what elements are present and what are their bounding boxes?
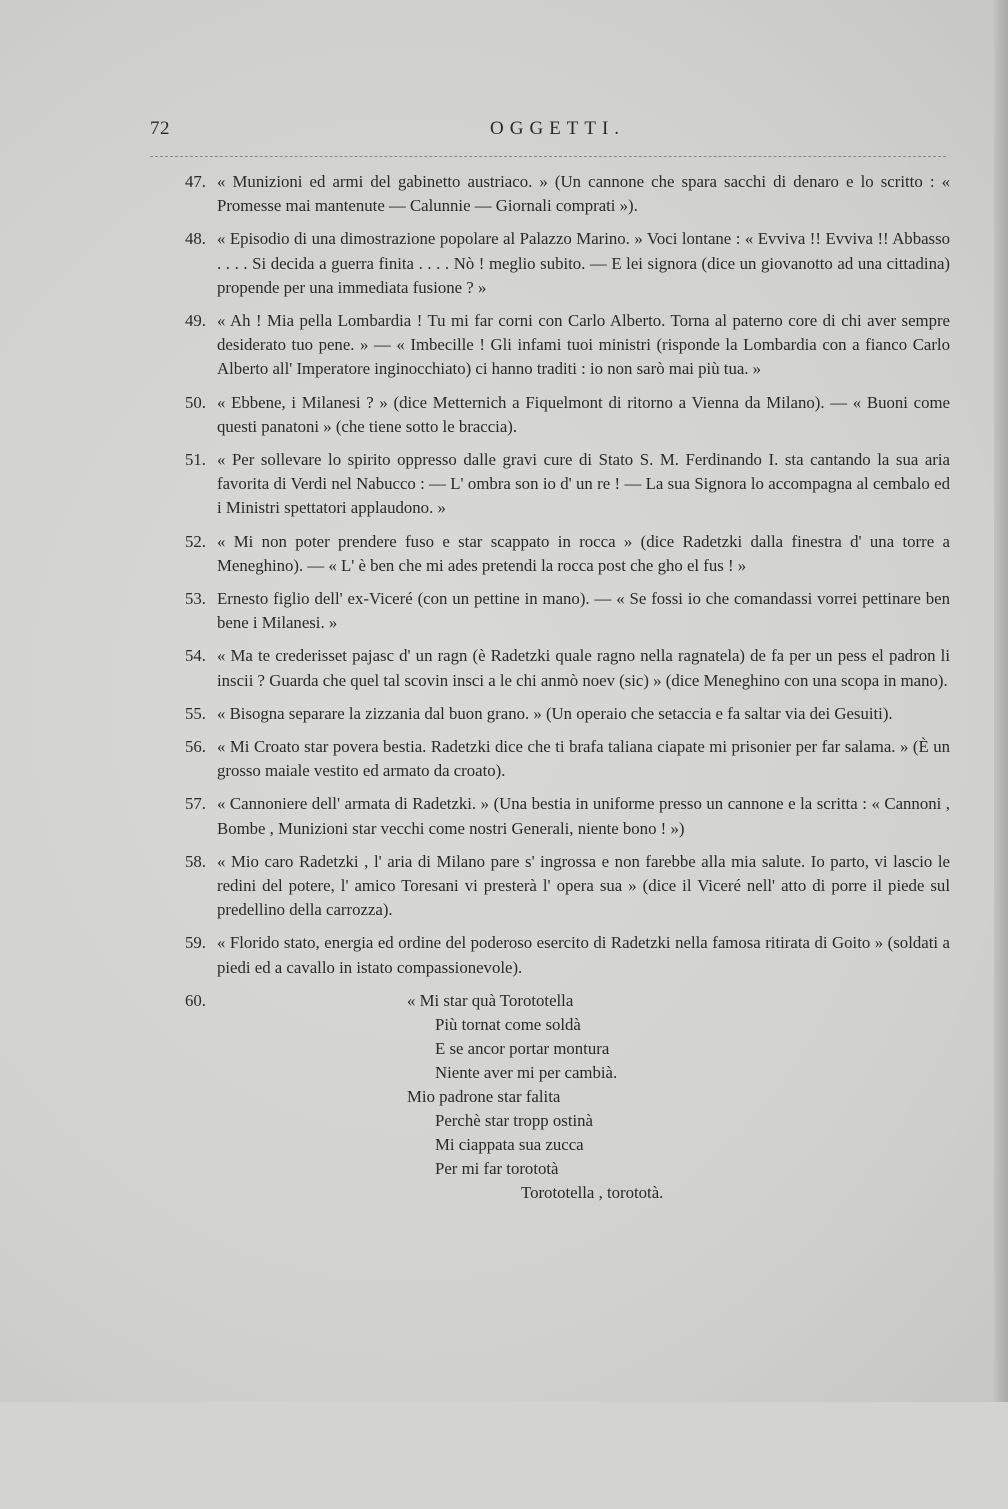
verse-line: Perchè star tropp ostinà xyxy=(435,1110,593,1130)
entry-text: « Mi Croato star povera bestia. Radetzki dice che ti brafa taliana ciapate mi prisonier per far salama. » (È un grosso maiale vestito ed armato da croato). xyxy=(217,737,950,781)
entry-text: « Per sollevare lo spirito oppresso dalle gravi cure di Stato S. M. Ferdinando I. sta cantando la sua aria favorita di Verdi nel Nabucco : — L' ombra son io d' un re ! — La sua Signora lo accompagna al cembalo ed i Ministri spettatori applaudono. » xyxy=(217,450,950,518)
entry-number: 53. xyxy=(185,589,206,609)
entry-number: 59. xyxy=(185,933,206,953)
verse-line: Torototella , torototà. xyxy=(521,1182,664,1202)
entry-number: 55. xyxy=(185,703,206,723)
entry-52 xyxy=(185,530,950,578)
entry-number: 58. xyxy=(185,851,206,871)
entry-number: 49. xyxy=(185,311,206,331)
entry-text: « Ebbene, i Milanesi ? » (dice Metternich a Fiquelmont di ritorno a Vienna da Milano). — « Buoni come questi panatoni » (che tiene sotto le braccia). xyxy=(217,392,950,436)
verse-line: Più tornat come soldà xyxy=(435,1014,581,1034)
entry-58 xyxy=(185,850,950,923)
verse-line: Mi ciappata sua zucca xyxy=(435,1134,584,1154)
entry-53 xyxy=(185,587,950,635)
running-title: OGGETTI. xyxy=(490,118,626,139)
entry-number: 50. xyxy=(185,392,206,412)
entry-text: « Bisogna separare la zizzania dal buon grano. » (Un operaio che setaccia e fa saltar via dei Gesuiti). xyxy=(217,703,893,723)
entry-56 xyxy=(185,735,950,783)
entry-text: « Mi non poter prendere fuso e star scappato in rocca » (dice Radetzki dalla finestra d' una torre a Meneghino). — « L' è ben che mi ades pretendi la rocca post che gho el fus ! » xyxy=(217,531,950,575)
entry-number: 51. xyxy=(185,450,206,470)
entry-text: « Munizioni ed armi del gabinetto austriaco. » (Un cannone che spara sacchi di denaro e lo scritto : « Promesse mai mantenute — Calunnie — Giornali comprati »). xyxy=(217,172,950,216)
entry-text: « Episodio di una dimostrazione popolare al Palazzo Marino. » Voci lontane : « Evviva !! Evviva !! Abbasso . . . . Si decida a guerra finita . . . . Nò ! meglio subito. — E lei signora (dice un giovanotto ad una cittadina) propende per una immediata fusione ? » xyxy=(217,229,950,297)
entry-54 xyxy=(185,644,950,692)
entry-text: « Florido stato, energia ed ordine del poderoso esercito di Radetzki nella famosa ritirata di Goito » (soldati a piedi ed a cavallo in istato compassionevole). xyxy=(217,933,950,977)
entry-number: 60. xyxy=(185,990,206,1010)
entry-number: 52. xyxy=(185,531,206,551)
entry-number: 47. xyxy=(185,172,206,191)
entry-text: Ernesto figlio dell' ex-Viceré (con un pettine in mano). — « Se fossi io che comandassi vorrei pettinare ben bene i Milanesi. » xyxy=(217,589,950,633)
entry-55 xyxy=(185,702,950,726)
entry-59 xyxy=(185,931,950,979)
verse-line: Per mi far torototà xyxy=(435,1158,559,1178)
page-edge-shadow xyxy=(994,0,1008,1402)
entry-text: « Ma te crederisset pajasc d' un ragn (è Radetzki quale ragno nella ragnatela) de fa per un pess el padron li inscii ? Guarda che quel tal scovin insci a le chi anmò noev (sic) » (dice Meneghino con una scopa in mano). xyxy=(217,646,950,690)
entry-list xyxy=(185,170,950,1509)
entry-47 xyxy=(185,170,950,218)
verse-line: E se ancor portar montura xyxy=(435,1038,610,1058)
entry-text: « Mio caro Radetzki , l' aria di Milano pare s' ingrossa e non farebbe alla mia salute. Io parto, vi lascio le redini del potere, l' amico Toresani vi presterà l' opera sua » (dice il Viceré nell' atto di porre il piede sul predellino della carrozza). xyxy=(217,851,950,920)
entry-60 xyxy=(185,989,950,1509)
entry-number: 56. xyxy=(185,737,206,757)
verse-line: Niente aver mi per cambià. xyxy=(435,1062,618,1082)
page-header xyxy=(150,118,950,152)
entry-51 xyxy=(185,448,950,521)
entry-number: 48. xyxy=(185,229,206,249)
entry-text: « Ah ! Mia pella Lombardia ! Tu mi far corni con Carlo Alberto. Torna al paterno core di chi aver sempre desiderato tuo pene. » — « Imbecille ! Gli infami tuoi ministri (risponde la Lombardia con a fianco Carlo Alberto all' Imperatore inginocchiato) ci hanno traditi : io non sarò mai più tua. » xyxy=(217,311,950,379)
entry-number: 54. xyxy=(185,646,206,666)
entry-57 xyxy=(185,792,950,840)
entry-48 xyxy=(185,227,950,300)
entry-text: « Cannoniere dell' armata di Radetzki. » (Una bestia in uniforme presso un cannone e la scritta : « Cannoni , Bombe , Munizioni star vecchi come nostri Generali, niente bono ! ») xyxy=(217,794,950,838)
verse-line: « Mi star quà Torototella xyxy=(407,990,574,1010)
verse-line: Mio padrone star falita xyxy=(407,1086,561,1106)
verse-block xyxy=(185,989,950,1509)
entry-50 xyxy=(185,391,950,439)
header-rule xyxy=(150,156,946,157)
entry-49 xyxy=(185,309,950,382)
page-number: 72 xyxy=(150,118,170,139)
entry-number: 57. xyxy=(185,794,206,814)
